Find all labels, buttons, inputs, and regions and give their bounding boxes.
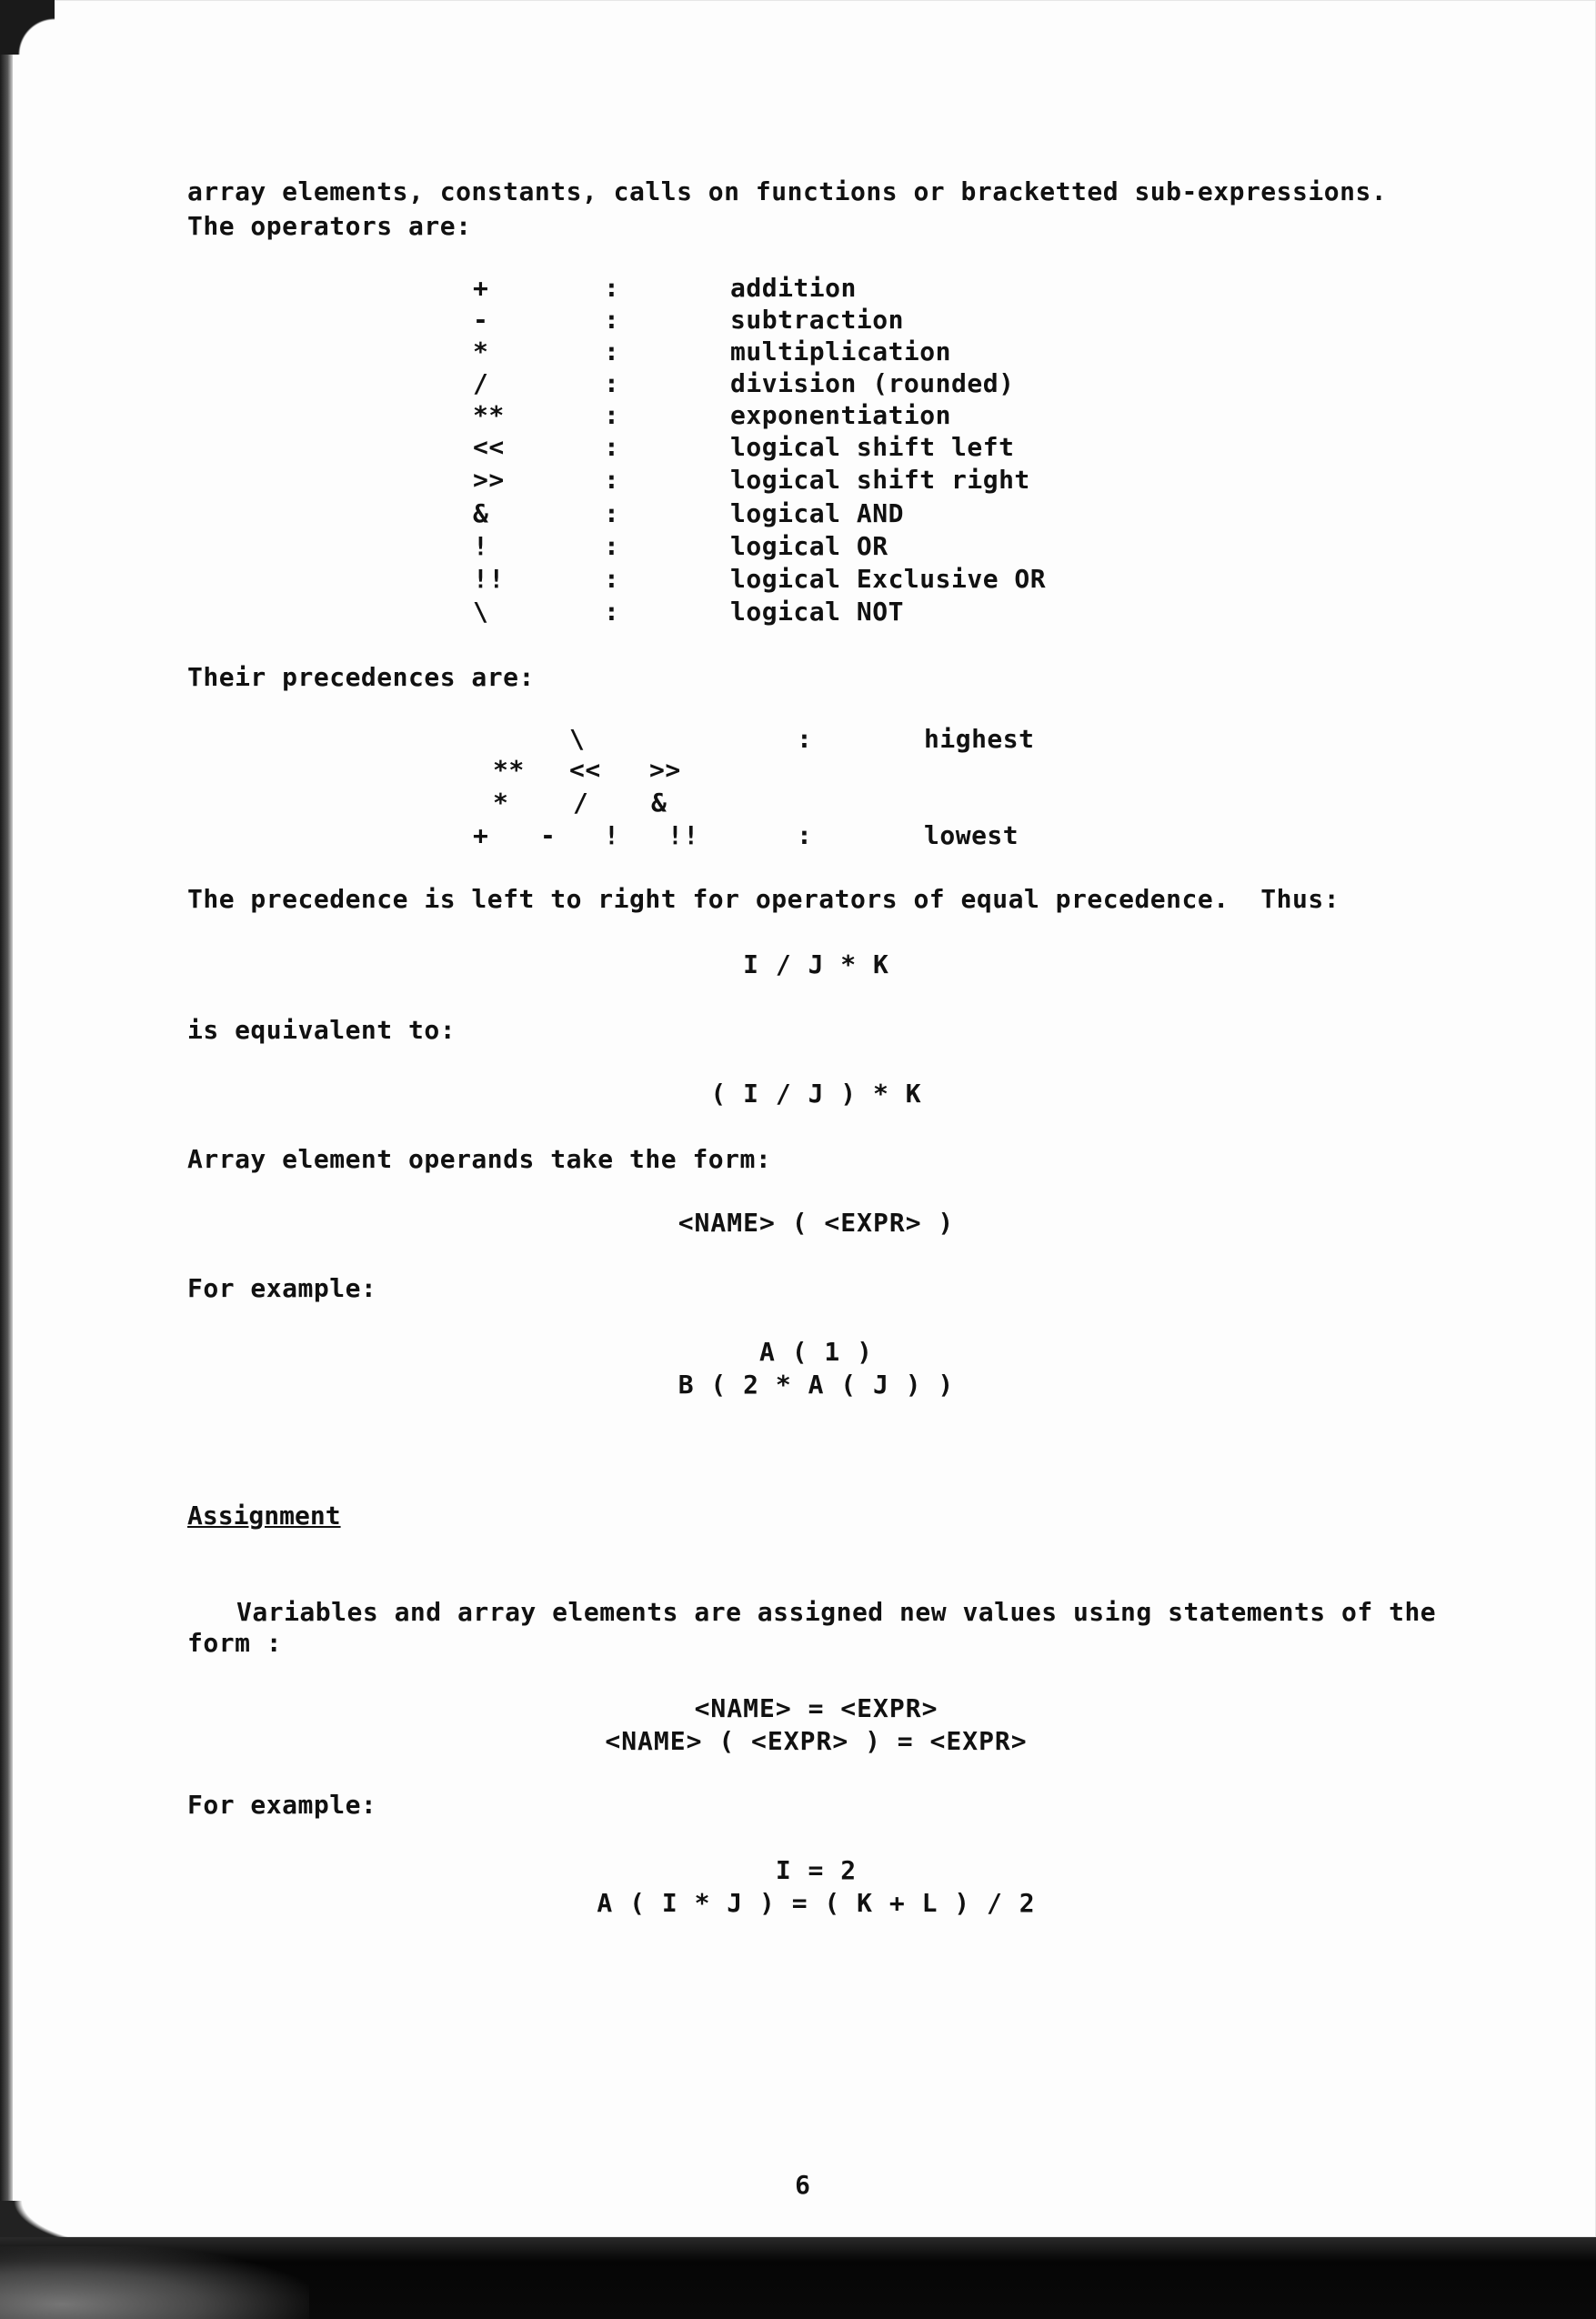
precedence-op: + (473, 820, 489, 850)
operator-separator: : (604, 368, 620, 398)
operator-description: addition (730, 273, 857, 303)
operator-description: logical NOT (730, 597, 904, 627)
precedence-op: - (540, 820, 557, 850)
assignment-example-1: I = 2 (775, 1855, 858, 1885)
operator-separator: : (604, 498, 620, 528)
operator-description: division (rounded) (730, 368, 1015, 398)
operator-separator: : (604, 273, 620, 303)
operator-description: logical Exclusive OR (730, 564, 1047, 594)
operator-symbol: ** (473, 400, 505, 430)
operator-description: logical shift left (730, 432, 1015, 462)
precedence-label-lowest: lowest (924, 820, 1019, 850)
precedence-op: ** (493, 755, 525, 785)
operator-symbol: & (473, 498, 489, 528)
operator-description: logical shift right (730, 465, 1030, 495)
operator-symbol: + (473, 273, 489, 303)
precedence-op: >> (649, 755, 681, 785)
precedence-op: & (651, 788, 668, 818)
operator-separator: : (604, 400, 620, 430)
array-operands-label: Array element operands take the form: (187, 1144, 772, 1174)
equivalent-label: is equivalent to: (187, 1015, 457, 1045)
operator-description: logical OR (730, 531, 888, 561)
operator-symbol: \ (473, 597, 489, 627)
array-example-2: B ( 2 * A ( J ) ) (678, 1370, 955, 1400)
operator-symbol: ! (473, 531, 489, 561)
precedence-op: * (493, 788, 509, 818)
operator-symbol: !! (473, 564, 505, 594)
operator-symbol: / (473, 368, 489, 398)
scan-top-corner (0, 0, 55, 55)
operator-symbol: >> (473, 465, 505, 495)
precedence-label-highest: highest (924, 724, 1035, 754)
operator-symbol: - (473, 305, 489, 335)
operator-separator: : (604, 531, 620, 561)
assignment-example-label: For example: (187, 1790, 377, 1820)
operator-symbol: * (473, 336, 489, 366)
equivalent-example: ( I / J ) * K (710, 1079, 922, 1109)
operator-description: subtraction (730, 305, 904, 335)
operator-separator: : (604, 597, 620, 627)
precedence-heading: Their precedences are: (187, 662, 535, 692)
precedence-op: << (569, 755, 601, 785)
assignment-form-1: <NAME> = <EXPR> (694, 1693, 939, 1723)
precedence-separator: : (797, 820, 813, 850)
operator-separator: : (604, 432, 620, 462)
left-to-right-text: The precedence is left to right for operators of equal precedence. Thus: (187, 884, 1340, 914)
operator-description: logical AND (730, 498, 904, 528)
operator-separator: : (604, 564, 620, 594)
assignment-example-2: A ( I * J ) = ( K + L ) / 2 (597, 1888, 1036, 1918)
operator-separator: : (604, 305, 620, 335)
precedence-op: \ (569, 724, 586, 754)
scan-smudge (0, 2246, 309, 2319)
operator-description: exponentiation (730, 400, 952, 430)
array-operands-form: <NAME> ( <EXPR> ) (678, 1208, 955, 1238)
page-number: 6 (795, 2170, 810, 2200)
assignment-paragraph-line-1: Variables and array elements are assigned new values using statements of the (236, 1597, 1437, 1627)
precedence-op: !! (668, 820, 699, 850)
left-to-right-example: I / J * K (743, 949, 889, 979)
assignment-heading: Assignment (187, 1501, 341, 1531)
array-example-label: For example: (187, 1273, 377, 1303)
precedence-op: / (573, 788, 589, 818)
assignment-form-2: <NAME> ( <EXPR> ) = <EXPR> (605, 1726, 1028, 1756)
intro-line-1: array elements, constants, calls on functions or bracketted sub-expressions. (187, 176, 1388, 206)
precedence-op: ! (604, 820, 620, 850)
operator-separator: : (604, 336, 620, 366)
operator-description: multiplication (730, 336, 952, 366)
operator-symbol: << (473, 432, 505, 462)
array-example-1: A ( 1 ) (758, 1337, 873, 1367)
precedence-separator: : (797, 724, 813, 754)
intro-line-2: The operators are: (187, 211, 472, 241)
assignment-paragraph-line-2: form : (187, 1628, 283, 1658)
operator-separator: : (604, 465, 620, 495)
